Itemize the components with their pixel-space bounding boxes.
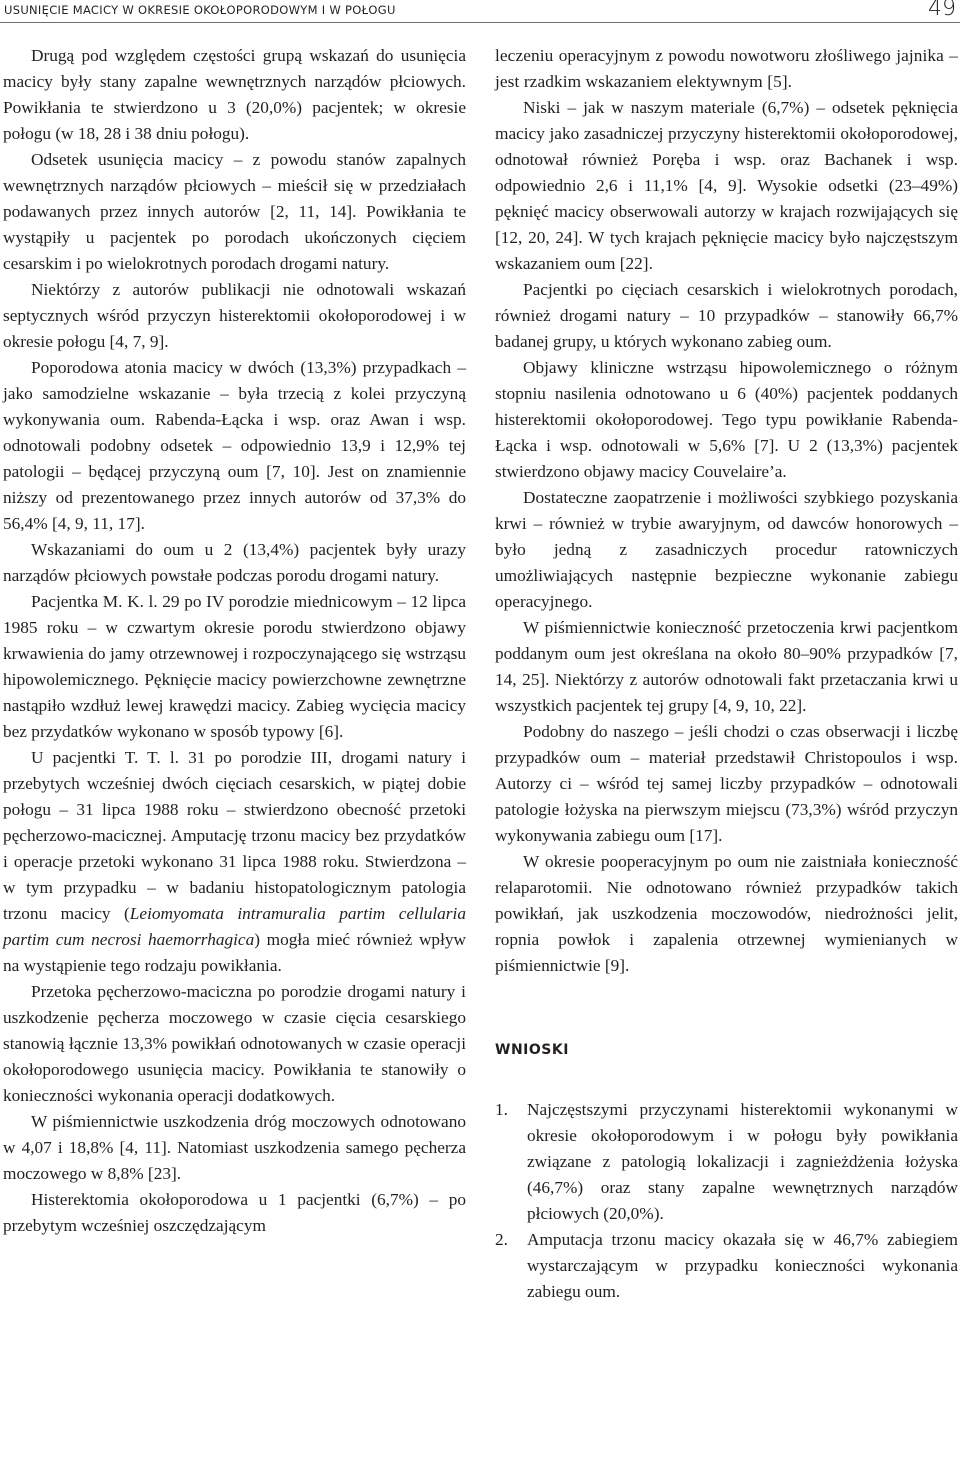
left-column bbox=[3, 43, 466, 1239]
paragraph: W okresie pooperacyjnym po oum nie zaistniała konieczność relaparotomii. Nie odnotowano również przypadków takich powikłań, jak uszkodzenia moczowodów, niedrożności jelit, ropnia powłok i zapalenia otrzewnej wymienianych w piśmiennictwie [9]. bbox=[495, 852, 958, 975]
conclusions-list bbox=[495, 1097, 958, 1305]
case-report-paragraph bbox=[3, 745, 466, 979]
conclusion-item bbox=[495, 1227, 958, 1305]
case-text-after: ) mogła mieć również wpływ na wystąpienie tego rodzaju powikłania. bbox=[3, 930, 466, 975]
paragraph: Odsetek usunięcia macicy – z powodu stanów zapalnych wewnętrznych narządów płciowych – mieścił się w przedziałach podawanych przez innych autorów [2, 11, 14]. Powikłania te wystąpiły u pacjentek po porodach ukończonych cięciem cesarskim i po wielokrotnych porodach drogami natury. bbox=[3, 150, 466, 273]
paragraph: Drugą pod względem częstości grupą wskazań do usunięcia macicy były stany zapalne wewnętrznych narządów płciowych. Powikłania te stwierdzono u 3 (20,0%) pacjentek; w okresie połogu (w 18, 28 i 38 dniu połogu). bbox=[3, 46, 466, 143]
paragraph: Poporodowa atonia macicy w dwóch (13,3%) przypadkach – jako samodzielne wskazanie – była trzecią z kolei przyczyną wykonywania oum. Rabenda-Łącka i wsp. oraz Awan i wsp. odnotowali podobny odsetek – odpowiednio 13,9 i 12,9% tej patologii – będącej przyczyną oum [7, 10]. Jest on znamiennie niższy od prezentowanego przez innych autorów od 37,3% do 56,4% [4, 9, 11, 17]. bbox=[3, 358, 466, 533]
case-text-before: U pacjentki T. T. l. 31 po porodzie III, drogami natury i przebytych wcześniej dwóch cięciach cesarskich, w piątej dobie połogu – 31 lipca 1988 roku – stwierdzono obecność przetoki pęcherzowo-macicznej. Amputację trzonu macicy bez przydatków i operacje przetoki wykonano 31 lipca 1988 roku. Stwierdzona – w tym przypadku – w badaniu histopatologicznym patologia trzonu macicy ( bbox=[3, 748, 466, 923]
paragraph: Objawy kliniczne wstrząsu hipowolemicznego o różnym stopniu nasilenia odnotowano u 6 (40%) pacjentek poddanych histerektomii okołoporodowej. Tego typu powikłanie Rabenda-Łącka i wsp. odnotowali w 5,6% [7]. U 2 (13,3%) pacjentek stwierdzono objawy macicy Couvelaire’a. bbox=[495, 358, 958, 481]
running-head bbox=[0, 0, 960, 23]
paragraph: Wskazaniami do oum u 2 (13,4%) pacjentek były urazy narządów płciowych powstałe podczas porodu drogami natury. bbox=[3, 540, 466, 585]
paragraph: Histerektomia okołoporodowa u 1 pacjentki (6,7%) – po przebytym wcześniej oszczędzającym bbox=[3, 1190, 466, 1235]
running-head-title: USUNIĘCIE MACICY W OKRESIE OKOŁOPORODOWYM I W POŁOGU bbox=[4, 3, 396, 17]
paragraph: Podobny do naszego – jeśli chodzi o czas obserwacji i liczbę przypadków oum – materiał przedstawił Christopoulos i wsp. Autorzy ci – wśród tej samej liczby przypadków – odnotowali patologie łożyska na pierwszym miejscu (73,3%) wśród przyczyn wykonywania zabiegu oum [17]. bbox=[495, 722, 958, 845]
paragraph: Pacjentki po cięciach cesarskich i wielokrotnych porodach, również drogami natury – 10 przypadków – stanowiły 66,7% badanej grupy, u których wykonano zabieg oum. bbox=[495, 280, 958, 351]
conclusion-text: Amputacja trzonu macicy okazała się w 46,7% zabiegiem wystarczającym w przypadku konieczności wykonania zabiegu oum. bbox=[527, 1230, 958, 1301]
paragraph: W piśmiennictwie uszkodzenia dróg moczowych odnotowano w 4,07 i 18,8% [4, 11]. Natomiast uszkodzenia samego pęcherza moczowego w 8,8% [23]. bbox=[3, 1112, 466, 1183]
conclusions-heading: WNIOSKI bbox=[495, 1042, 569, 1058]
paragraph: Niektórzy z autorów publikacji nie odnotowali wskazań septycznych wśród przyczyn histerektomii okołoporodowej i w okresie połogu [4, 7, 9]. bbox=[3, 280, 466, 351]
paragraph: Pacjentka M. K. l. 29 po IV porodzie miednicowym – 12 lipca 1985 roku – w czwartym okresie porodu stwierdzono objawy krwawienia do jamy otrzewnowej i rozpoczynającego się wstrząsu hipowolemicznego. Pęknięcie macicy powierzchowne zewnętrzne nastąpiło wzdłuż lewej krawędzi macicy. Zabieg wycięcia macicy bez przydatków wykonano w sposób typowy [6]. bbox=[3, 592, 466, 741]
conclusion-text: Najczęstszymi przyczynami histerektomii wykonanymi w okresie okołoporodowym i w połogu były powikłania związane z patologią lokalizacji i zagnieżdżenia łożyska (46,7%) oraz stany zapalne wewnętrznych narządów płciowych (20,0%). bbox=[527, 1100, 958, 1223]
paragraph: Przetoka pęcherzowo-maciczna po porodzie drogami natury i uszkodzenie pęcherza moczowego w czasie cięcia cesarskiego stanowią łącznie 13,3% powikłań odnotowanych w czasie operacji okołoporodowego usunięcia macicy. Powikłania te stanowiły o konieczności wykonania operacji dodatkowych. bbox=[3, 982, 466, 1105]
page-number: 49 bbox=[928, 0, 956, 21]
right-column bbox=[495, 43, 958, 1305]
conclusion-item bbox=[495, 1097, 958, 1227]
conclusion-number: 1. bbox=[495, 1100, 508, 1119]
paragraph: Niski – jak w naszym materiale (6,7%) – odsetek pęknięcia macicy jako zasadniczej przyczyny histerektomii okołoporodowej, odnotował również Poręba i wsp. oraz Bachanek i wsp. odpowiednio 2,6 i 11,1% [4, 9]. Wysokie odsetki (23–49%) pęknięć macicy obserwowali autorzy w krajach rozwijających się [12, 20, 24]. W tych krajach pęknięcie macicy było najczęstszym wskazaniem oum [22]. bbox=[495, 98, 958, 273]
paragraph: Dostateczne zaopatrzenie i możliwości szybkiego pozyskania krwi – również w trybie awaryjnym, od dawców honorowych – było jedną z zasadniczych procedur ratowniczych umożliwiających następnie bezpieczne wykonanie zabiegu operacyjnego. bbox=[495, 488, 958, 611]
paragraph-continued: leczeniu operacyjnym z powodu nowotworu złośliwego jajnika – jest rzadkim wskazaniem elektywnym [5]. bbox=[495, 46, 958, 91]
conclusion-number: 2. bbox=[495, 1230, 508, 1249]
latin-diagnosis: Leiomyomata intramuralia partim cellularia partim cum necrosi haemorrhagica bbox=[3, 904, 466, 949]
paragraph: W piśmiennictwie konieczność przetoczenia krwi pacjentkom poddanym oum jest określana na około 80–90% przypadków [7, 14, 25]. Niektórzy z autorów odnotowali fakt przetaczania krwi u wszystkich pacjentek tej grupy [4, 9, 10, 22]. bbox=[495, 618, 958, 715]
